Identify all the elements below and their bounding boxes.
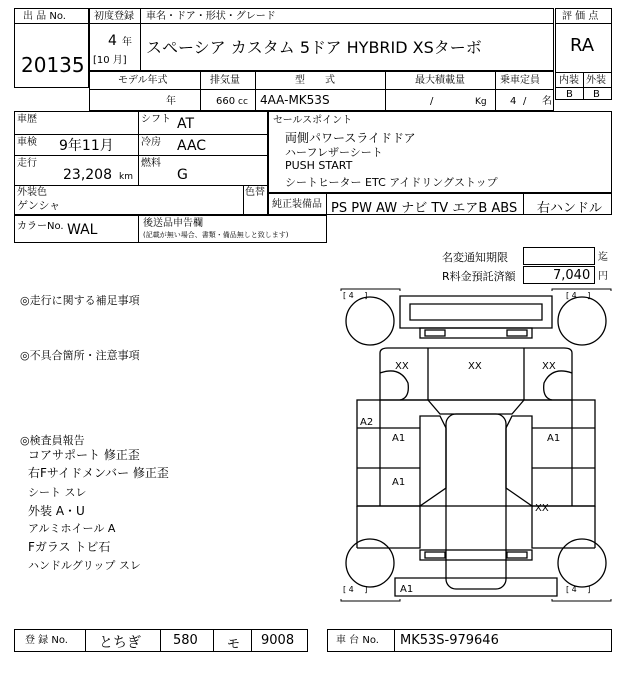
name-change-label: 名変通知期限 bbox=[442, 251, 508, 264]
reg-class: 580 bbox=[173, 633, 198, 648]
interior-label: 内装 bbox=[559, 75, 579, 86]
car-name: スペーシア カスタム 5ドア HYBRID XSターボ bbox=[146, 38, 482, 57]
lot-box bbox=[14, 8, 89, 88]
year-unit: 年 bbox=[122, 37, 132, 48]
exterior-label: 外装 bbox=[586, 75, 606, 86]
capacity-label: 乗車定員 bbox=[500, 75, 540, 86]
exterior-grade: B bbox=[593, 89, 600, 100]
reg-kana: モ bbox=[227, 637, 241, 652]
handle-value: 右ハンドル bbox=[537, 201, 603, 216]
inspection-value: 9年11月 bbox=[59, 138, 114, 154]
inspector-item: コアサポート 修正歪 bbox=[28, 448, 140, 462]
chassis-number: MK53S-979646 bbox=[400, 633, 499, 648]
mark-hood-center: XX bbox=[468, 361, 482, 372]
first-reg-label: 初度登録 bbox=[94, 11, 134, 22]
model-label: 型 式 bbox=[295, 75, 335, 86]
rating-value: RA bbox=[570, 35, 595, 56]
rating-label: 評 価 点 bbox=[562, 11, 599, 22]
inspector-item: 外装 A・U bbox=[28, 504, 85, 518]
mark-hood-left: XX bbox=[395, 361, 409, 372]
displacement-value: 660 bbox=[216, 96, 236, 107]
exterior-color-value: ゲンシャ bbox=[17, 199, 61, 212]
recycle-label: R料金預託済額 bbox=[442, 270, 516, 283]
displacement-label: 排気量 bbox=[210, 75, 240, 86]
inspector-report-label: ◎検査員報告 bbox=[20, 434, 85, 447]
defect-remarks-label: ◎不具合箇所・注意事項 bbox=[20, 349, 140, 362]
inspector-item: 右Fサイドメンバー 修正歪 bbox=[28, 466, 169, 480]
recycle-amount: 7,040 bbox=[553, 268, 591, 283]
tire-label-front-right: [ 4 ] bbox=[566, 291, 591, 300]
color-code-box bbox=[14, 215, 327, 243]
capacity-unit: 名 bbox=[542, 96, 552, 107]
equipment-label: 純正装備品 bbox=[272, 199, 322, 210]
mileage-value: 23,208 bbox=[63, 167, 112, 183]
interior-grade: B bbox=[566, 89, 573, 100]
mark-right-door-front: A1 bbox=[547, 433, 561, 444]
equipment-box bbox=[268, 193, 612, 215]
driving-remarks-label: ◎走行に関する補足事項 bbox=[20, 294, 140, 307]
color-code-value: WAL bbox=[67, 222, 98, 238]
sales-point-item: シートヒーター ETC アイドリングストップ bbox=[285, 176, 498, 189]
fuel-label: 燃料 bbox=[141, 158, 161, 169]
sales-point-item: ハーフレザーシート bbox=[285, 146, 383, 159]
displacement-unit: cc bbox=[238, 97, 248, 107]
capacity-value: 4 bbox=[510, 96, 517, 107]
recycle-unit: 円 bbox=[598, 271, 608, 282]
max-load-unit: Kg bbox=[475, 97, 487, 107]
ac-label: 冷房 bbox=[141, 137, 161, 148]
shift-value: AT bbox=[177, 116, 195, 132]
mark-hood-right: XX bbox=[542, 361, 556, 372]
spec-row bbox=[89, 71, 554, 111]
inspector-item: ハンドルグリップ スレ bbox=[28, 559, 141, 572]
tire-label-rear-left: [ 4 ] bbox=[343, 585, 368, 594]
chassis-box bbox=[327, 629, 612, 652]
exterior-color-label: 外装色 bbox=[17, 187, 47, 198]
tire-label-front-left: [ 4 ] bbox=[343, 291, 368, 300]
mileage-label: 走行 bbox=[17, 158, 37, 169]
reg-region: とちぎ bbox=[99, 635, 141, 651]
registration-box bbox=[14, 629, 308, 652]
name-change-unit: 迄 bbox=[598, 252, 608, 263]
mark-left-front: A2 bbox=[360, 417, 374, 428]
sales-points-label: セールスポイント bbox=[273, 115, 353, 126]
reg-label: 登 録 No. bbox=[25, 635, 68, 646]
fuel-value: G bbox=[177, 167, 188, 183]
name-change-value-box bbox=[523, 247, 595, 265]
after-report-note: (記載が無い場合、書類・備品無しと致します) bbox=[143, 231, 289, 239]
header-main bbox=[89, 8, 554, 71]
color-change-label: 色替 bbox=[245, 187, 265, 198]
inspector-item: アルミホイール A bbox=[28, 522, 116, 535]
equipment-items: PS PW AW ナビ TV エアB ABS bbox=[331, 201, 518, 216]
sales-point-item: 両側パワースライドドア bbox=[285, 131, 416, 145]
mark-rear-bumper: A1 bbox=[400, 584, 414, 595]
mark-right-rear: XX bbox=[535, 503, 549, 514]
inspector-item: Fガラス トビ石 bbox=[28, 540, 111, 554]
first-reg-month: [10 月] bbox=[93, 55, 127, 66]
inspection-label: 車検 bbox=[17, 137, 37, 148]
tire-label-rear-right: [ 4 ] bbox=[566, 585, 591, 594]
shift-label: シフト bbox=[141, 114, 171, 125]
rating-box bbox=[555, 8, 612, 100]
model-value: 4AA-MK53S bbox=[260, 93, 330, 107]
car-name-label: 車名・ドア・形状・グレード bbox=[146, 11, 276, 22]
sales-point-item: PUSH START bbox=[285, 159, 353, 172]
after-report-label: 後送品申告欄 bbox=[143, 218, 203, 229]
ac-value: AAC bbox=[177, 138, 207, 154]
mark-left-door-rear: A1 bbox=[392, 477, 406, 488]
mileage-unit: km bbox=[119, 172, 133, 182]
color-code-label: カラーNo. bbox=[17, 221, 64, 232]
history-label: 車歴 bbox=[17, 114, 37, 125]
car-diagram bbox=[340, 288, 612, 602]
lot-number: 20135 bbox=[21, 53, 85, 77]
model-year-label: モデル年式 bbox=[118, 75, 168, 86]
capacity-sep: / bbox=[523, 96, 527, 107]
lot-label: 出 品 No. bbox=[23, 11, 66, 22]
sales-points-box bbox=[268, 111, 612, 193]
model-year-unit: 年 bbox=[166, 96, 176, 107]
inspector-item: シート スレ bbox=[28, 486, 87, 499]
max-load-label: 最大積載量 bbox=[415, 75, 465, 86]
first-reg-year: 4 bbox=[108, 33, 117, 49]
mark-left-door-front: A1 bbox=[392, 433, 406, 444]
chassis-label: 車 台 No. bbox=[336, 635, 379, 646]
reg-number: 9008 bbox=[261, 633, 295, 648]
max-load-sep: / bbox=[430, 96, 434, 107]
details-box bbox=[14, 111, 268, 215]
